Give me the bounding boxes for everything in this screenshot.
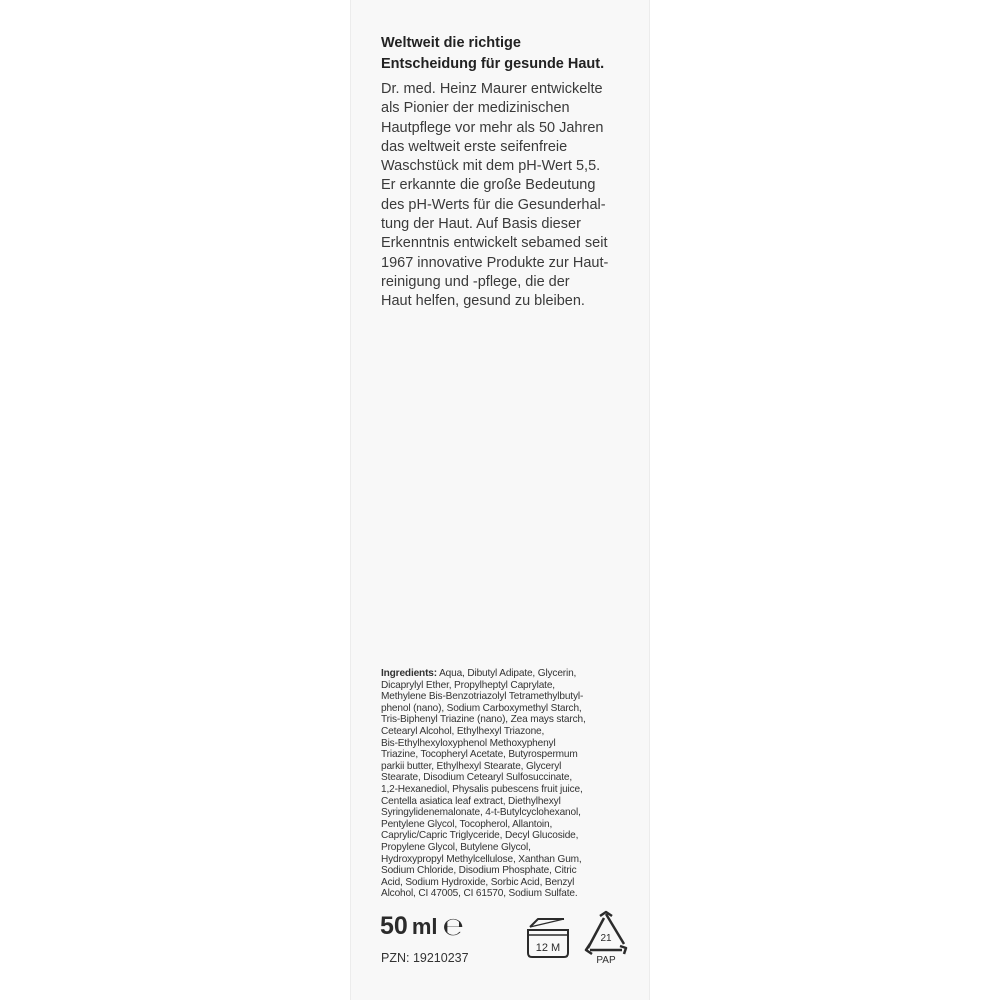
ingredients-line: Cetearyl Alcohol, Ethylhexyl Triazone, bbox=[381, 725, 545, 737]
volume-unit: ml bbox=[411, 913, 438, 939]
ingredients-list bbox=[381, 668, 631, 900]
ingredients-line: Methylene Bis-Benzotriazolyl Tetramethylbutyl- bbox=[381, 691, 584, 703]
recycle-number: 21 bbox=[600, 933, 612, 944]
ingredients-line: Hydroxypropyl Methylcellulose, Xanthan Gum, bbox=[381, 853, 582, 865]
description-line: tung der Haut. Auf Basis dieser bbox=[381, 216, 581, 233]
recycle-code: PAP bbox=[596, 955, 616, 966]
ingredients-line: Caprylic/Capric Triglyceride, Decyl Glucoside, bbox=[381, 830, 579, 842]
estimated-sign-icon: ℮ bbox=[442, 912, 464, 941]
volume-amount: 50 bbox=[380, 912, 408, 940]
ingredients-first-line: Aqua, Dibutyl Adipate, Glycerin, bbox=[436, 668, 577, 679]
ingredients-line: parkii butter, Ethylhexyl Stearate, Glyceryl bbox=[381, 760, 562, 772]
description-line: 1967 innovative Produkte zur Haut- bbox=[381, 254, 609, 271]
period-after-opening-jar-icon bbox=[524, 913, 572, 961]
headline-line-2: Entscheidung für gesunde Haut. bbox=[381, 56, 605, 72]
ingredients-line: Bis-Ethylhexyloxyphenol Methoxyphenyl bbox=[381, 737, 556, 749]
ingredients-line: Sodium Chloride, Disodium Phosphate, Citric bbox=[381, 865, 577, 877]
description-line: reinigung und -pflege, die der bbox=[381, 273, 570, 290]
ingredients-line: Centella asiatica leaf extract, Diethylhexyl bbox=[381, 795, 561, 807]
description-line: als Pionier der medizinischen bbox=[381, 100, 570, 117]
ingredients-line: Pentylene Glycol, Tocopherol, Allantoin, bbox=[381, 818, 553, 830]
pzn-code: PZN: 19210237 bbox=[381, 951, 469, 965]
headline-line-1: Weltweit die richtige bbox=[381, 35, 521, 51]
description-line: Er erkannte die große Bedeutung bbox=[381, 177, 596, 194]
description-line: des pH-Werts für die Gesunderhal- bbox=[381, 196, 606, 213]
description-line: Haut helfen, gesund zu bleiben. bbox=[381, 293, 585, 310]
description-text bbox=[381, 80, 646, 312]
ingredients-line: Propylene Glycol, Butylene Glycol, bbox=[381, 841, 531, 853]
volume-label bbox=[380, 912, 464, 941]
ingredients-line: Dicaprylyl Ether, Propylheptyl Caprylate, bbox=[381, 679, 555, 691]
description-line: Erkenntnis entwickelt sebamed seit bbox=[381, 235, 608, 252]
jar-icon-label: 12 M bbox=[535, 942, 561, 954]
ingredients-line: phenol (nano), Sodium Carboxymethyl Starch, bbox=[381, 702, 582, 714]
ingredients-line: 1,2-Hexanediol, Physalis pubescens fruit juice, bbox=[381, 783, 583, 795]
recycling-triangle-icon bbox=[582, 910, 630, 966]
description-line: Waschstück mit dem pH-Wert 5,5. bbox=[381, 158, 601, 175]
headline bbox=[381, 33, 646, 75]
ingredients-line: Stearate, Disodium Cetearyl Sulfosuccinate, bbox=[381, 772, 573, 784]
description-line: Hautpflege vor mehr als 50 Jahren bbox=[381, 119, 604, 136]
ingredients-line bbox=[381, 668, 631, 680]
ingredients-line: Alcohol, CI 47005, CI 61570, Sodium Sulfate. bbox=[381, 888, 578, 900]
description-line: das weltweit erste seifenfreie bbox=[381, 138, 568, 155]
ingredients-line: Acid, Sodium Hydroxide, Sorbic Acid, Benzyl bbox=[381, 876, 575, 888]
description-line: Dr. med. Heinz Maurer entwickelte bbox=[381, 81, 603, 97]
ingredients-line: Tris-Biphenyl Triazine (nano), Zea mays starch, bbox=[381, 714, 586, 726]
ingredients-label: Ingredients: bbox=[381, 668, 437, 679]
ingredients-line: Syringylidenemalonate, 4-t-Butylcyclohexanol, bbox=[381, 807, 581, 819]
ingredients-line: Triazine, Tocopheryl Acetate, Butyrospermum bbox=[381, 749, 578, 761]
